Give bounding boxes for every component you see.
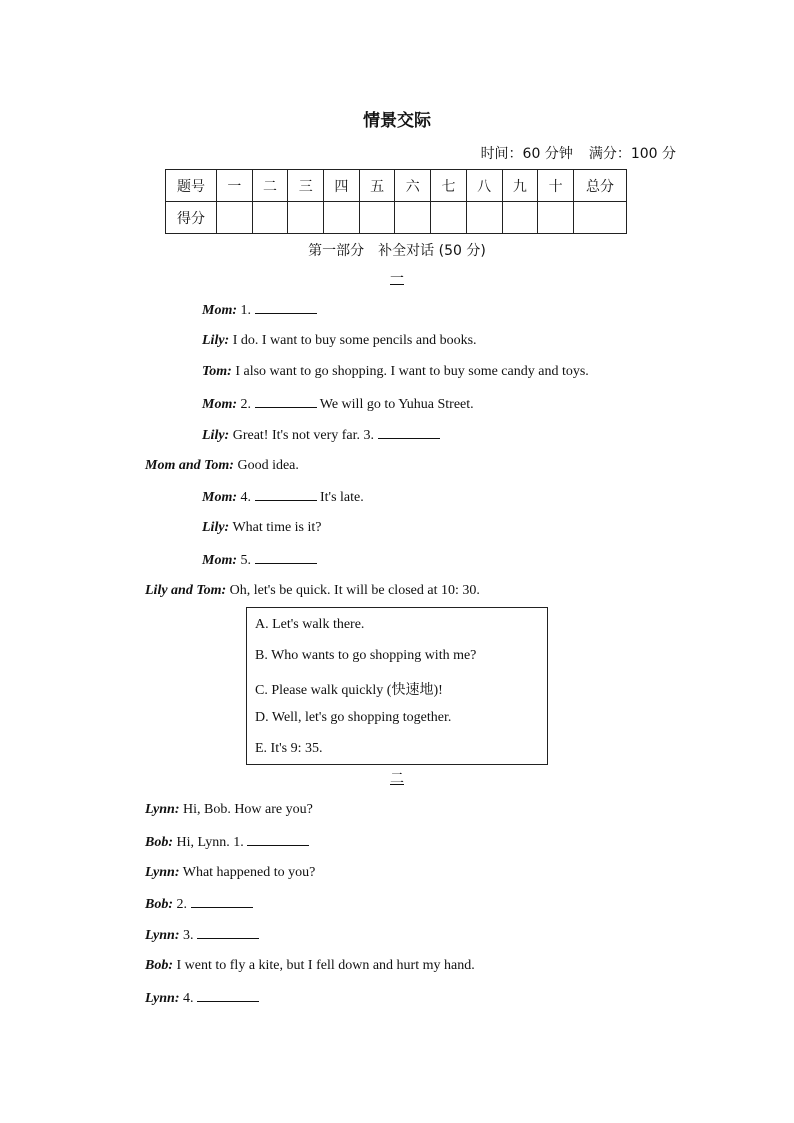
score-cell[interactable] (574, 202, 627, 234)
score-header-cell: 四 (324, 170, 360, 202)
score-header-cell: 七 (431, 170, 467, 202)
full-score: 满分：100 分 (588, 146, 676, 162)
score-cell[interactable] (538, 202, 574, 234)
answer-blank[interactable] (255, 396, 317, 408)
dialogue-line: Lily and Tom: Oh, let's be quick. It will be closed at 10: 30. (145, 583, 480, 598)
dialogue-line: Bob: Hi, Lynn. 1. (145, 834, 309, 851)
answer-blank[interactable] (191, 896, 253, 908)
answer-blank[interactable] (197, 990, 259, 1002)
dialogue-line: Mom and Tom: Good idea. (145, 458, 299, 473)
dialogue-line: Mom: 4. It's late. (202, 490, 364, 505)
answer-blank[interactable] (255, 552, 317, 564)
answer-blank[interactable] (255, 302, 317, 314)
answer-blank[interactable] (197, 927, 259, 939)
score-cell[interactable] (252, 202, 288, 234)
dialogue-line: Tom: I also want to go shopping. I want to buy some candy and toys. (202, 364, 589, 379)
speaker-label: Lily: (202, 428, 230, 443)
speaker-label: Lily and Tom: (145, 583, 227, 598)
dialogue-line: Lily: Great! It's not very far. 3. (202, 427, 440, 444)
speaker-label: Lynn: (145, 991, 180, 1006)
score-header-cell: 三 (288, 170, 324, 202)
answer-blank[interactable] (255, 489, 317, 501)
score-cell[interactable] (217, 202, 253, 234)
dialogue-line: Bob: I went to fly a kite, but I fell down and hurt my hand. (145, 958, 475, 973)
speaker-label: Tom: (202, 364, 232, 379)
score-header-cell: 八 (466, 170, 502, 202)
speaker-label: Lynn: (145, 802, 180, 817)
score-header-cell: 二 (252, 170, 288, 202)
score-table-header-row (166, 170, 627, 202)
score-cell[interactable] (324, 202, 360, 234)
dialogue-line: Lily: I do. I want to buy some pencils and books. (202, 333, 477, 348)
answer-blank[interactable] (247, 834, 309, 846)
speaker-label: Lily: (202, 333, 230, 348)
speaker-label: Mom: (202, 490, 237, 505)
score-row-label: 得分 (166, 202, 217, 234)
options-box (246, 607, 548, 765)
section-mark: 二 (390, 771, 404, 787)
option-item: A. Let's walk there. (255, 617, 365, 632)
speaker-label: Bob: (145, 835, 173, 850)
score-header-cell: 十 (538, 170, 574, 202)
score-header-cell: 五 (359, 170, 395, 202)
option-item: D. Well, let's go shopping together. (255, 710, 452, 725)
score-header-cell: 题号 (166, 170, 217, 202)
score-cell[interactable] (466, 202, 502, 234)
option-item: E. It's 9: 35. (255, 741, 323, 756)
speaker-label: Lily: (202, 520, 230, 535)
score-header-cell: 九 (502, 170, 538, 202)
score-cell[interactable] (502, 202, 538, 234)
dialogue-line: Lynn: Hi, Bob. How are you? (145, 802, 313, 817)
time-limit: 时间：60 分钟 (480, 146, 573, 162)
score-table-score-row (166, 202, 627, 234)
speaker-label: Mom and Tom: (145, 458, 234, 473)
score-header-cell: 一 (217, 170, 253, 202)
dialogue-line: Lynn: What happened to you? (145, 865, 316, 880)
dialogue-line: Mom: 2. We will go to Yuhua Street. (202, 397, 474, 412)
dialogue-line: Lynn: 3. (145, 927, 259, 944)
score-header-cell: 总分 (574, 170, 627, 202)
exam-meta (481, 143, 676, 163)
speaker-label: Mom: (202, 303, 237, 318)
page-title: 情景交际 (363, 111, 431, 131)
score-cell[interactable] (359, 202, 395, 234)
dialogue-line: Lynn: 4. (145, 990, 259, 1007)
part-heading: 第一部分 补全对话 (50 分) (308, 243, 486, 259)
speaker-label: Mom: (202, 553, 237, 568)
section-mark: 一 (390, 271, 404, 287)
option-item: C. Please walk quickly (快速地)! (255, 683, 443, 698)
dialogue-line: Lily: What time is it? (202, 520, 322, 535)
score-cell[interactable] (288, 202, 324, 234)
dialogue-line: Mom: 1. (202, 302, 317, 319)
option-item: B. Who wants to go shopping with me? (255, 648, 477, 663)
score-table (165, 169, 627, 234)
speaker-label: Bob: (145, 958, 173, 973)
dialogue-line: Bob: 2. (145, 896, 253, 913)
speaker-label: Bob: (145, 897, 173, 912)
score-cell[interactable] (395, 202, 431, 234)
speaker-label: Mom: (202, 397, 237, 412)
speaker-label: Lynn: (145, 865, 180, 880)
dialogue-line: Mom: 5. (202, 552, 317, 569)
speaker-label: Lynn: (145, 928, 180, 943)
score-header-cell: 六 (395, 170, 431, 202)
answer-blank[interactable] (378, 427, 440, 439)
score-cell[interactable] (431, 202, 467, 234)
